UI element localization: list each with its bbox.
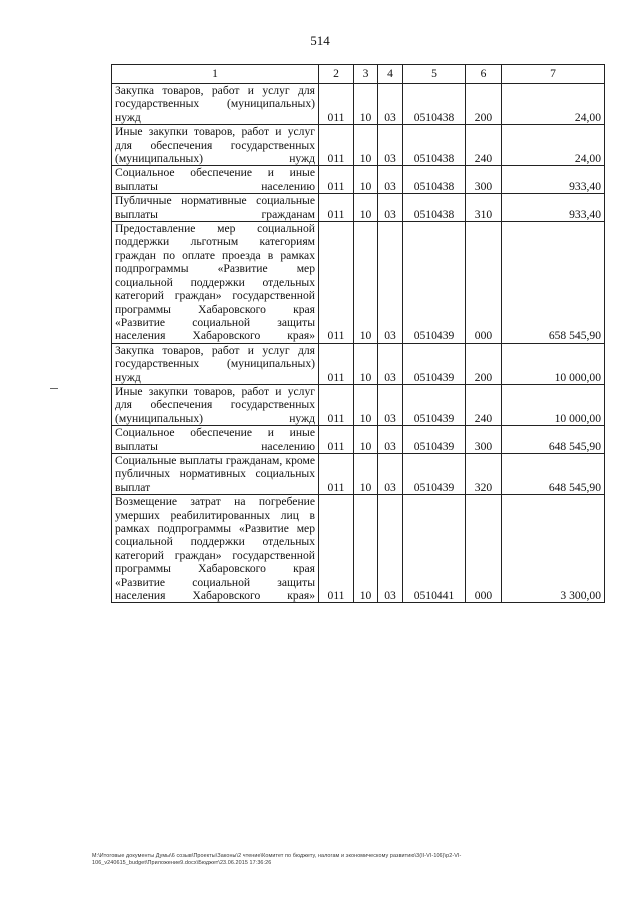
row-code-c5: 0510438 <box>403 166 466 194</box>
row-code-c3: 10 <box>354 84 378 125</box>
row-code-c3: 10 <box>354 194 378 222</box>
row-name: Публичные нормативные социальные выплаты гражданам <box>112 194 319 222</box>
row-code-c5: 0510439 <box>403 453 466 494</box>
row-code-c6: 300 <box>466 426 502 454</box>
row-amount: 10 000,00 <box>502 384 605 425</box>
row-name: Закупка товаров, работ и услуг для государственных (муниципальных) нужд <box>112 84 319 125</box>
table-row <box>112 222 605 344</box>
row-code-c2: 011 <box>319 384 354 425</box>
table-row <box>112 166 605 194</box>
header-row <box>112 65 605 84</box>
row-name: Иные закупки товаров, работ и услуг для обеспечения государственных (муниципальных) нужд <box>112 384 319 425</box>
column-header-1: 1 <box>112 65 319 84</box>
row-code-c6: 310 <box>466 194 502 222</box>
row-code-c4: 03 <box>378 84 403 125</box>
row-name: Возмещение затрат на погребение умерших реабилитированных лиц в рамках подпрограммы «Развитие мер социальной поддержки отдельных категорий граждан» государственной программы Хабаровского края «Развитие социальной защиты населения Хабаровского края» <box>112 495 319 603</box>
row-code-c2: 011 <box>319 166 354 194</box>
row-code-c3: 10 <box>354 453 378 494</box>
row-code-c3: 10 <box>354 384 378 425</box>
table-body <box>112 84 605 603</box>
row-code-c4: 03 <box>378 166 403 194</box>
row-code-c5: 0510441 <box>403 495 466 603</box>
table-row <box>112 426 605 454</box>
footer-line-2: 106_v240615_budget\Приложение9.docx\Бюджет\23.06.2015 17:36:26 <box>92 860 272 866</box>
row-code-c4: 03 <box>378 384 403 425</box>
row-code-c2: 011 <box>319 125 354 166</box>
row-code-c3: 10 <box>354 125 378 166</box>
file-path-footer <box>92 853 612 867</box>
row-code-c2: 011 <box>319 495 354 603</box>
row-code-c6: 200 <box>466 343 502 384</box>
column-header-6: 6 <box>466 65 502 84</box>
row-code-c3: 10 <box>354 426 378 454</box>
row-amount: 3 300,00 <box>502 495 605 603</box>
row-code-c4: 03 <box>378 343 403 384</box>
page-number: 514 <box>310 33 330 48</box>
row-code-c5: 0510439 <box>403 426 466 454</box>
row-name: Социальное обеспечение и иные выплаты населению <box>112 166 319 194</box>
column-header-2: 2 <box>319 65 354 84</box>
column-header-7: 7 <box>502 65 605 84</box>
row-code-c5: 0510439 <box>403 343 466 384</box>
margin-mark <box>50 388 58 389</box>
row-code-c3: 10 <box>354 343 378 384</box>
row-code-c5: 0510438 <box>403 84 466 125</box>
row-code-c6: 320 <box>466 453 502 494</box>
row-code-c2: 011 <box>319 426 354 454</box>
row-code-c4: 03 <box>378 426 403 454</box>
table-row <box>112 495 605 603</box>
row-code-c3: 10 <box>354 166 378 194</box>
row-name: Предоставление мер социальной поддержки льготным категориям граждан по оплате проезда в рамках подпрограммы «Развитие мер социальной поддержки отдельных категорий граждан» государственной программы Хабаровского края «Развитие социальной защиты населения Хабаровского края» <box>112 222 319 344</box>
column-header-5: 5 <box>403 65 466 84</box>
row-code-c4: 03 <box>378 125 403 166</box>
table-row <box>112 194 605 222</box>
row-code-c3: 10 <box>354 222 378 344</box>
budget-table <box>111 64 605 603</box>
row-code-c5: 0510438 <box>403 125 466 166</box>
row-amount: 24,00 <box>502 125 605 166</box>
table-row <box>112 453 605 494</box>
row-name: Социальное обеспечение и иные выплаты населению <box>112 426 319 454</box>
row-amount: 648 545,90 <box>502 426 605 454</box>
row-code-c6: 000 <box>466 222 502 344</box>
row-amount: 10 000,00 <box>502 343 605 384</box>
row-code-c4: 03 <box>378 495 403 603</box>
row-code-c5: 0510439 <box>403 222 466 344</box>
row-code-c6: 240 <box>466 125 502 166</box>
column-header-3: 3 <box>354 65 378 84</box>
row-code-c2: 011 <box>319 453 354 494</box>
table-row <box>112 84 605 125</box>
table-row <box>112 343 605 384</box>
row-name: Социальные выплаты гражданам, кроме публичных нормативных социальных выплат <box>112 453 319 494</box>
row-amount: 648 545,90 <box>502 453 605 494</box>
row-amount: 933,40 <box>502 166 605 194</box>
row-name: Иные закупки товаров, работ и услуг для обеспечения государственных (муниципальных) нужд <box>112 125 319 166</box>
row-amount: 658 545,90 <box>502 222 605 344</box>
row-code-c3: 10 <box>354 495 378 603</box>
row-code-c6: 200 <box>466 84 502 125</box>
row-code-c2: 011 <box>319 222 354 344</box>
column-header-4: 4 <box>378 65 403 84</box>
row-amount: 24,00 <box>502 84 605 125</box>
row-code-c4: 03 <box>378 194 403 222</box>
row-code-c2: 011 <box>319 194 354 222</box>
row-code-c5: 0510438 <box>403 194 466 222</box>
row-amount: 933,40 <box>502 194 605 222</box>
table-row <box>112 384 605 425</box>
row-name: Закупка товаров, работ и услуг для государственных (муниципальных) нужд <box>112 343 319 384</box>
row-code-c2: 011 <box>319 343 354 384</box>
footer-line-1: M:\Итоговые документы Думы\6 созыв\Проекты\Законы\2 чтение\Комитет по бюджету, налогам и экономическому развитию\3(II-VI-106)\p2-VI- <box>92 853 462 859</box>
row-code-c4: 03 <box>378 222 403 344</box>
row-code-c6: 240 <box>466 384 502 425</box>
row-code-c2: 011 <box>319 84 354 125</box>
table-row <box>112 125 605 166</box>
row-code-c6: 300 <box>466 166 502 194</box>
row-code-c6: 000 <box>466 495 502 603</box>
row-code-c4: 03 <box>378 453 403 494</box>
row-code-c5: 0510439 <box>403 384 466 425</box>
